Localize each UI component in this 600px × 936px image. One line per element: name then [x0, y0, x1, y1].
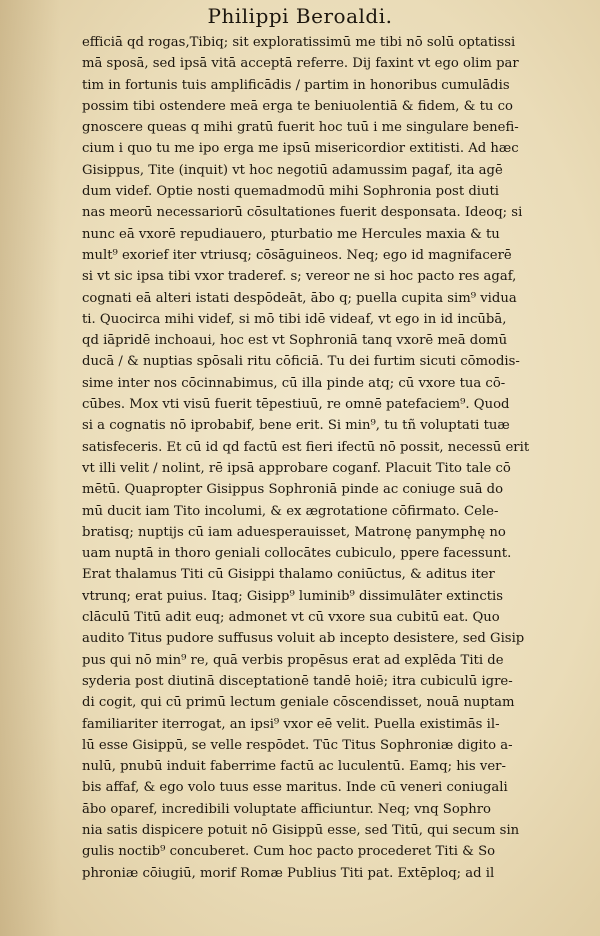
text-line: si vt sic ipsa tibi vxor traderef. s; vereor ne si hoc pacto res agaf, [82, 269, 517, 285]
text-line: tim in fortunis tuis amplificādis / partim in honoribus cumulādis [82, 77, 510, 93]
text-line: possim tibi ostendere meā erga te beniuolentiā & fidem, & tu co [82, 98, 513, 114]
text-line: efficiā qd rogas,Tibiq; sit exploratissimū me tibi nō solū optatissi [82, 35, 516, 50]
text-line: Erat thalamus Titi cū Gisippi thalamo coniūctus, & aditus iter [82, 567, 495, 583]
text-line: cium i quo tu me ipo erga me ipsū misericordior extitisti. Ad hæc [82, 141, 519, 157]
text-line: mū ducit iam Tito incolumi, & ex ægrotatione cōfirmato. Cele- [82, 503, 499, 519]
text-line: familiariter iterrogat, an ipsi⁹ vxor eē velit. Puella existimās il- [82, 716, 500, 732]
text-line: uam nuptā in thoro geniali collocātes cubiculo, ppere facessunt. [82, 546, 512, 562]
text-line: dum videf. Optie nosti quemadmodū mihi Sophronia post diuti [82, 184, 499, 200]
text-line: di cogit, qui cū primū lectum geniale cōscendisset, nouā nuptam [82, 695, 515, 711]
text-line: bratisq; nuptijs cū iam aduesperauisset, Matronę panymphę no [82, 524, 506, 540]
text-line: phroniæ cōiugiū, morif Romæ Publius Titi pat. Extēploq; ad il [82, 865, 495, 881]
body-text [82, 32, 582, 884]
text-line: Gisippus, Tite (inquit) vt hoc negotiū adamussim pagaf, ita agē [82, 162, 503, 178]
text-line: pus qui nō min⁹ re, quā verbis propēsus erat ad explēda Titi de [82, 652, 504, 668]
text-line: nulū, pnubū induit faberrime factū ac luculentū. Eamq; his ver- [82, 759, 506, 775]
text-line: cūbes. Mox vti visū fuerit tēpestiuū, re omnē patefaciem⁹. Quod [82, 397, 510, 413]
text-line: mētū. Quapropter Gisippus Sophroniā pinde ac coniuge suā do [82, 482, 504, 498]
text-line: nia satis dispicere potuit nō Gisippū esse, sed Titū, qui secum sin [82, 822, 520, 838]
text-line: vtrunq; erat puius. Itaq; Gisipp⁹ luminib⁹ dissimulāter extinctis [82, 588, 504, 604]
text-line: clāculū Titū adit euq; admonet vt cū vxore sua cubitū eat. Quo [82, 610, 500, 626]
text-line: nunc eā vxorē repudiauero, pturbatio me Hercules maxia & tu [82, 226, 500, 242]
text-line: mā sposā, sed ipsā vitā acceptā referre. Dij faxint vt ego olim par [82, 56, 519, 72]
text-line: bis affaf, & ego volo tuus esse maritus. Inde cū veneri coniugali [82, 780, 508, 796]
text-line: audito Titus pudore suffusus voluit ab incepto desistere, sed Gisip [82, 631, 525, 647]
text-line: mult⁹ exorief iter vtriusq; cōsāguineos. Neq; ego id magnifacerē [82, 247, 512, 263]
text-line: gulis noctib⁹ concuberet. Cum hoc pacto procederet Titi & So [82, 844, 496, 860]
text-line: gnoscere queas q mihi gratū fuerit hoc tuū i me singulare benefi- [82, 120, 519, 136]
text-line: syderia post diutinā disceptationē tandē hoiē; itra cubiculū igre- [82, 673, 513, 689]
text-line: satisfeceris. Et cū id qd factū est fieri ifectū nō possit, necessū erit [82, 439, 530, 455]
text-line: ābo oparef, incredibili voluptate afficiuntur. Neq; vnq Sophro [82, 801, 491, 817]
text-line: qd iāpridē inchoaui, hoc est vt Sophroniā tanq vxorē meā domū [82, 333, 508, 349]
text-line: sime inter nos cōcinnabimus, cū illa pinde atq; cū vxore tua cō- [82, 375, 506, 391]
text-line: lū esse Gisippū, se velle respōdet. Tūc Titus Sophroniæ digito a- [82, 737, 513, 753]
text-line: ti. Quocirca mihi videf, si mō tibi idē videaf, vt ego in id incūbā, [82, 311, 507, 327]
text-line: nas meorū necessariorū cōsultationes fuerit desponsata. Ideoq; si [82, 205, 523, 221]
text-line: vt illi velit / nolint, rē ipsā approbare coganf. Placuit Tito tale cō [82, 460, 511, 476]
running-header: Philippi Beroaldi. [207, 4, 393, 28]
text-line: ducā / & nuptias spōsali ritu cōficiā. Tu dei furtim sicuti cōmodis- [82, 354, 520, 370]
page-edge-stain [0, 0, 60, 936]
text-line: cognati eā alteri istati despōdeāt, ābo q; puella cupita sim⁹ vidua [82, 290, 517, 306]
text-line: si a cognatis nō iprobabif, bene erit. Si min⁹, tu tñ voluptati tuæ [82, 418, 510, 434]
